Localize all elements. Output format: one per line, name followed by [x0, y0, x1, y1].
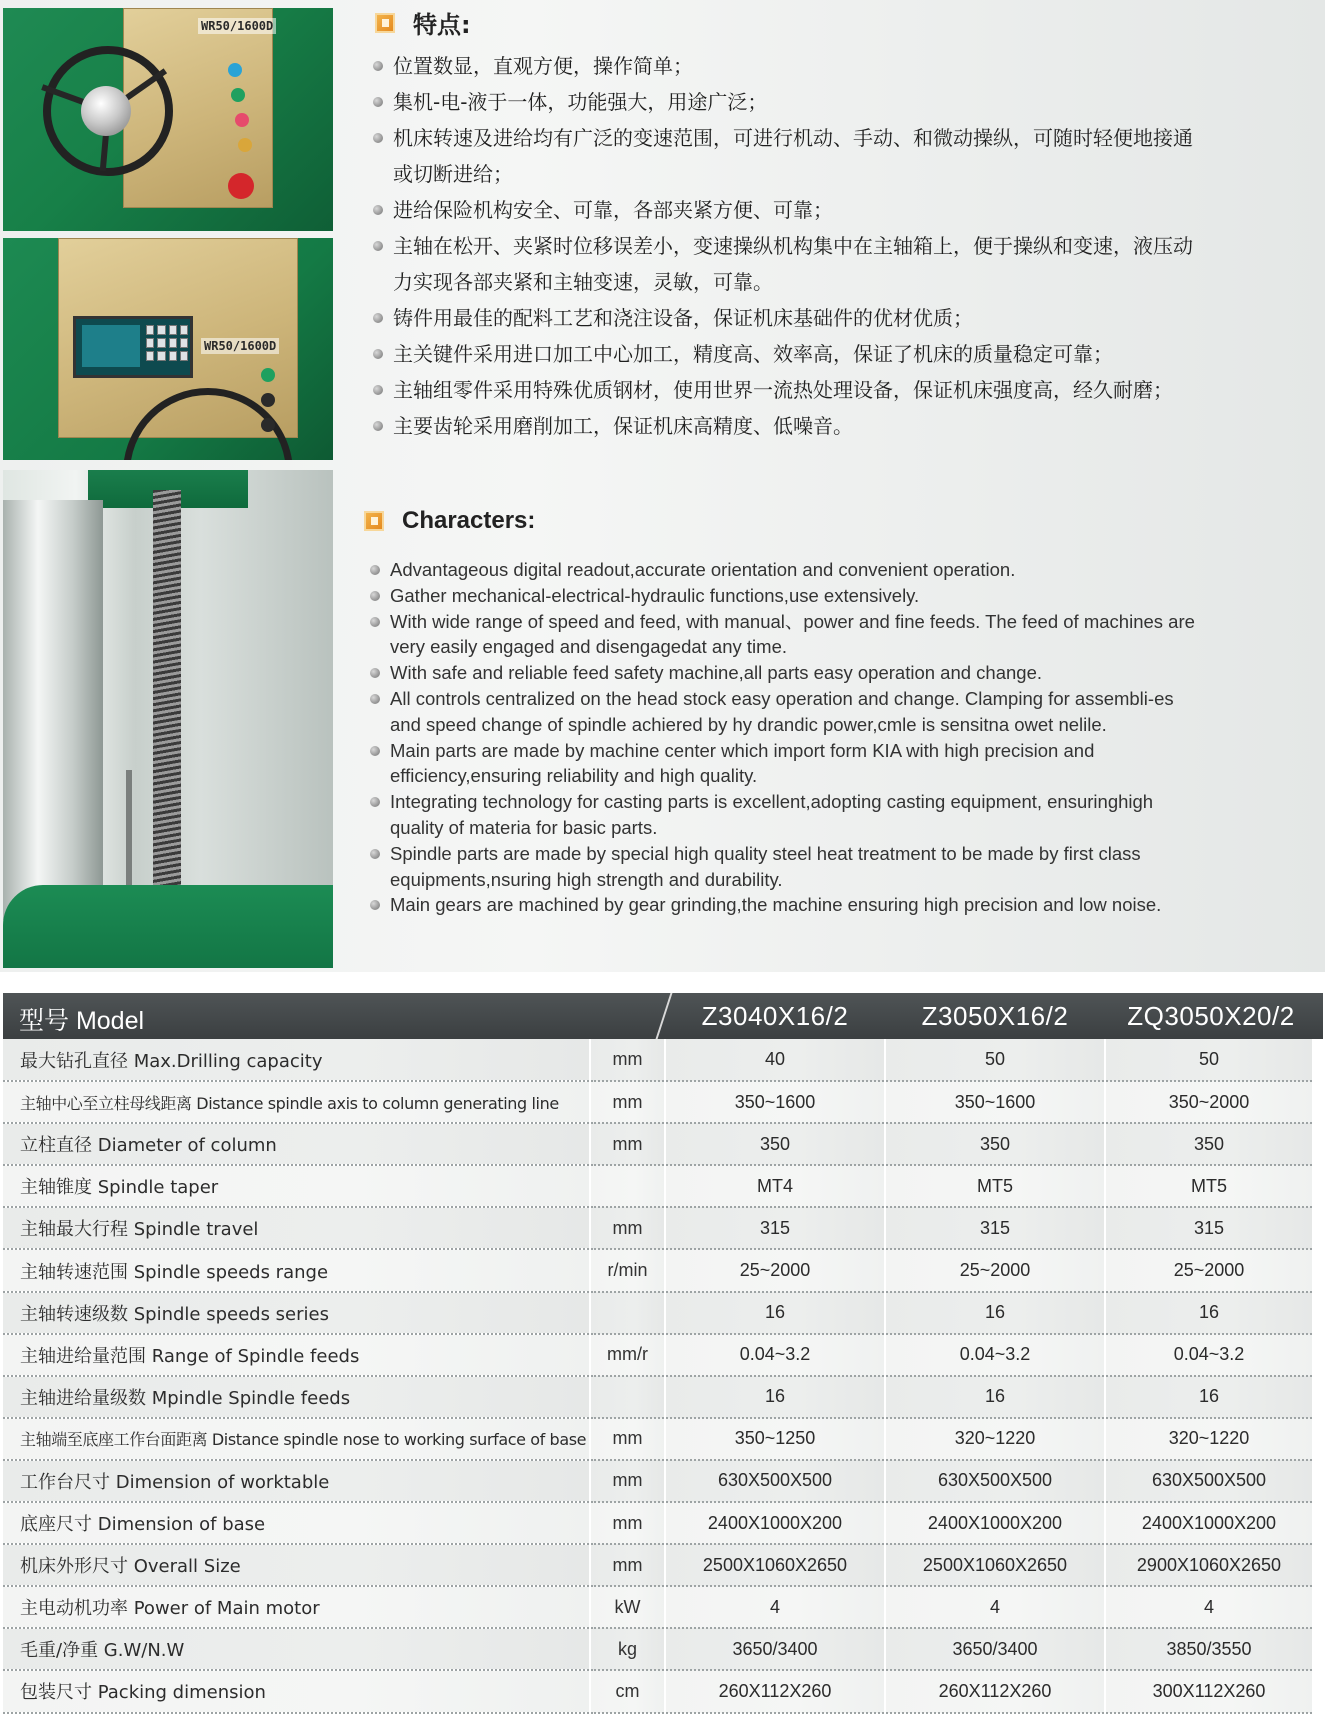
spec-value-cell: 40	[665, 1039, 885, 1081]
machine-base	[3, 885, 333, 968]
spec-unit-cell: kg	[590, 1628, 665, 1670]
spec-value-cell: 50	[1105, 1039, 1313, 1081]
spec-unit-cell: mm	[590, 1418, 665, 1460]
spec-unit-cell: mm	[590, 1460, 665, 1502]
table-row	[3, 1334, 1313, 1376]
spec-value-cell: 2500X1060X2650	[885, 1544, 1105, 1586]
spec-name-cell: 立柱直径 Diameter of column	[3, 1123, 590, 1165]
table-row	[3, 1249, 1313, 1291]
spec-unit-cell: kW	[590, 1586, 665, 1628]
features-cn-heading	[375, 5, 471, 40]
features-cn-title: 特点:	[413, 11, 471, 39]
spec-value-cell: 350~2000	[1105, 1081, 1313, 1123]
section-bullet-icon	[364, 511, 384, 531]
column-pillar	[3, 500, 103, 920]
spec-name-cell: 主轴转速级数 Spindle speeds series	[3, 1292, 590, 1334]
spec-value-cell: 260X112X260	[665, 1670, 885, 1712]
spec-name-cell: 毛重/净重 G.W/N.W	[3, 1628, 590, 1670]
table-row	[3, 1081, 1313, 1123]
feature-cn-item: 主要齿轮采用磨削加工，保证机床高精度、低噪音。	[373, 408, 1203, 444]
spec-value-cell: 2400X1000X200	[885, 1502, 1105, 1544]
spec-value-cell: 16	[1105, 1292, 1313, 1334]
spec-value-cell: 300X112X260	[1105, 1670, 1313, 1712]
feature-en-item: With wide range of speed and feed, with manual、power and fine feeds. The feed of machines are very easily engaged and disengagedat any time.	[370, 609, 1200, 661]
spec-name-cell: 主轴进给量范围 Range of Spindle feeds	[3, 1334, 590, 1376]
feature-cn-item: 主轴组零件采用特殊优质钢材，使用世界一流热处理设备，保证机床强度高，经久耐磨；	[373, 372, 1203, 408]
spec-value-cell: 16	[885, 1376, 1105, 1418]
spec-value-cell: MT4	[665, 1165, 885, 1207]
keypad	[146, 325, 188, 361]
spec-value-cell: 350~1250	[665, 1418, 885, 1460]
spec-value-cell: 50	[885, 1039, 1105, 1081]
emergency-stop-icon	[228, 173, 254, 199]
spec-value-cell: 16	[665, 1376, 885, 1418]
feature-en-item: Advantageous digital readout,accurate orientation and convenient operation.	[370, 557, 1200, 583]
spec-table-body	[3, 1039, 1314, 1714]
spec-unit-cell: mm	[590, 1544, 665, 1586]
digital-readout-display	[73, 316, 193, 378]
indicator-knob-icon	[238, 138, 252, 152]
spec-value-cell: 25~2000	[885, 1249, 1105, 1291]
spec-name-cell: 主轴最大行程 Spindle travel	[3, 1207, 590, 1249]
feature-en-item: With safe and reliable feed safety machine,all parts easy operation and change.	[370, 660, 1200, 686]
spec-value-cell: 16	[665, 1292, 885, 1334]
spec-table	[3, 993, 1323, 1714]
table-row	[3, 1670, 1313, 1712]
spec-name-cell: 主轴端至底座工作台面距离 Distance spindle nose to working surface of base	[3, 1418, 590, 1460]
model-plate-label: WR50/1600D	[198, 18, 276, 34]
indicator-knob-icon	[228, 63, 242, 77]
spec-name-cell: 包装尺寸 Packing dimension	[3, 1670, 590, 1712]
spec-value-cell: 320~1220	[885, 1418, 1105, 1460]
spec-name-cell: 机床外形尺寸 Overall Size	[3, 1544, 590, 1586]
spec-name-cell: 最大钻孔直径 Max.Drilling capacity	[3, 1039, 590, 1081]
model-plate-label: WR50/1600D	[201, 338, 279, 354]
spec-table-header	[3, 993, 1323, 1039]
table-row	[3, 1292, 1313, 1334]
header-model-col: Z3050X16/2	[921, 1001, 1069, 1031]
section-bullet-icon	[375, 13, 395, 33]
spec-value-cell: MT5	[885, 1165, 1105, 1207]
spec-value-cell: 630X500X500	[665, 1460, 885, 1502]
spec-value-cell: 350~1600	[665, 1081, 885, 1123]
table-row	[3, 1544, 1313, 1586]
spec-name-cell: 主电动机功率 Power of Main motor	[3, 1586, 590, 1628]
spec-value-cell: 630X500X500	[1105, 1460, 1313, 1502]
table-row	[3, 1460, 1313, 1502]
spec-value-cell: 630X500X500	[885, 1460, 1105, 1502]
spec-value-cell: 3850/3550	[1105, 1628, 1313, 1670]
guide-rod	[126, 770, 132, 890]
spec-value-cell: 315	[665, 1207, 885, 1249]
spec-value-cell: 315	[1105, 1207, 1313, 1249]
features-en-heading	[364, 507, 535, 535]
feature-cn-item: 进给保险机构安全、可靠，各部夹紧方便、可靠；	[373, 192, 1203, 228]
spec-value-cell: 16	[885, 1292, 1105, 1334]
spec-value-cell: 2900X1060X2650	[1105, 1544, 1313, 1586]
spec-unit-cell	[590, 1165, 665, 1207]
spec-value-cell: 0.04~3.2	[885, 1334, 1105, 1376]
feature-cn-item: 主关键件采用进口加工中心加工，精度高、效率高，保证了机床的质量稳定可靠；	[373, 336, 1203, 372]
indicator-knob-icon	[261, 393, 275, 407]
spec-value-cell: 350	[665, 1123, 885, 1165]
handwheel-hub	[81, 86, 131, 136]
digital-readout-photo	[3, 238, 333, 460]
spec-name-cell: 主轴进给量级数 Mpindle Spindle feeds	[3, 1376, 590, 1418]
column-photo	[3, 470, 333, 968]
features-en-title: Characters:	[402, 507, 536, 534]
spec-name-cell: 工作台尺寸 Dimension of worktable	[3, 1460, 590, 1502]
table-row	[3, 1123, 1313, 1165]
spec-unit-cell	[590, 1376, 665, 1418]
table-row	[3, 1502, 1313, 1544]
spec-value-cell: 4	[665, 1586, 885, 1628]
spec-value-cell: 350	[1105, 1123, 1313, 1165]
spec-unit-cell: r/min	[590, 1249, 665, 1291]
feature-cn-item: 集机-电-液于一体，功能强大，用途广泛；	[373, 84, 1203, 120]
spec-value-cell: 0.04~3.2	[1105, 1334, 1313, 1376]
spec-unit-cell: mm/r	[590, 1334, 665, 1376]
indicator-knob-icon	[261, 418, 275, 432]
spec-value-cell: 260X112X260	[885, 1670, 1105, 1712]
spec-value-cell: 2400X1000X200	[665, 1502, 885, 1544]
header-model-col: Z3040X16/2	[701, 1001, 849, 1031]
spec-name-cell: 主轴中心至立柱母线距离 Distance spindle axis to column generating line	[3, 1081, 590, 1123]
features-en-list	[370, 557, 1200, 918]
table-row	[3, 1039, 1313, 1081]
spec-unit-cell: mm	[590, 1081, 665, 1123]
spec-unit-cell: mm	[590, 1502, 665, 1544]
indicator-knob-icon	[231, 88, 245, 102]
spec-name-cell: 主轴转速范围 Spindle speeds range	[3, 1249, 590, 1291]
spec-value-cell: 315	[885, 1207, 1105, 1249]
table-row	[3, 1418, 1313, 1460]
spec-unit-cell	[590, 1292, 665, 1334]
spec-value-cell: 350	[885, 1123, 1105, 1165]
indicator-knob-icon	[261, 368, 275, 382]
spec-name-cell: 底座尺寸 Dimension of base	[3, 1502, 590, 1544]
spec-value-cell: 350~1600	[885, 1081, 1105, 1123]
spec-value-cell: 16	[1105, 1376, 1313, 1418]
feature-en-item: All controls centralized on the head stock easy operation and change. Clamping for assembli-es and speed change of spindle achiered by hy drandic power,cmle is sensitna owet nelile.	[370, 686, 1200, 738]
header-model-col: ZQ3050X20/2	[1127, 1001, 1295, 1031]
feature-cn-item: 铸件用最佳的配料工艺和浇注设备，保证机床基础件的优材优质；	[373, 300, 1203, 336]
feature-en-item: Spindle parts are made by special high quality steel heat treatment to be made by first class equipments,nsuring high strength and durability.	[370, 841, 1200, 893]
spec-value-cell: 25~2000	[665, 1249, 885, 1291]
feature-en-item: Gather mechanical-electrical-hydraulic functions,use extensively.	[370, 583, 1200, 609]
spec-name-cell: 主轴锥度 Spindle taper	[3, 1165, 590, 1207]
spec-unit-cell: mm	[590, 1123, 665, 1165]
spec-value-cell: 320~1220	[1105, 1418, 1313, 1460]
header-model-label: 型号 Model	[19, 1007, 145, 1035]
spec-value-cell: MT5	[1105, 1165, 1313, 1207]
machine-handwheel-photo	[3, 8, 333, 231]
spec-value-cell: 0.04~3.2	[665, 1334, 885, 1376]
table-row	[3, 1207, 1313, 1249]
spec-value-cell: 25~2000	[1105, 1249, 1313, 1291]
feature-en-item: Main gears are machined by gear grinding,the machine ensuring high precision and low noise.	[370, 892, 1200, 918]
lcd-screen	[82, 325, 140, 367]
lead-screw	[153, 490, 181, 910]
feature-en-item: Integrating technology for casting parts is excellent,adopting casting equipment, ensuringhigh quality of materia for basic parts.	[370, 789, 1200, 841]
table-row	[3, 1628, 1313, 1670]
table-row	[3, 1165, 1313, 1207]
feature-en-item: Main parts are made by machine center which import form KIA with high precision and efficiency,ensuring reliability and high quality.	[370, 738, 1200, 790]
spec-unit-cell: cm	[590, 1670, 665, 1712]
indicator-knob-icon	[235, 113, 249, 127]
spec-value-cell: 3650/3400	[885, 1628, 1105, 1670]
spec-value-cell: 2400X1000X200	[1105, 1502, 1313, 1544]
feature-cn-item: 位置数显，直观方便，操作简单；	[373, 48, 1203, 84]
spec-unit-cell: mm	[590, 1039, 665, 1081]
spec-value-cell: 2500X1060X2650	[665, 1544, 885, 1586]
spec-value-cell: 4	[885, 1586, 1105, 1628]
features-cn-list	[373, 48, 1203, 444]
table-row	[3, 1586, 1313, 1628]
feature-cn-item: 主轴在松开、夹紧时位移误差小，变速操纵机构集中在主轴箱上，便于操纵和变速，液压动力实现各部夹紧和主轴变速，灵敏，可靠。	[373, 228, 1203, 300]
spec-value-cell: 3650/3400	[665, 1628, 885, 1670]
spec-unit-cell: mm	[590, 1207, 665, 1249]
table-row	[3, 1376, 1313, 1418]
feature-cn-item: 机床转速及进给均有广泛的变速范围，可进行机动、手动、和微动操纵，可随时轻便地接通或切断进给；	[373, 120, 1203, 192]
spec-value-cell: 4	[1105, 1586, 1313, 1628]
